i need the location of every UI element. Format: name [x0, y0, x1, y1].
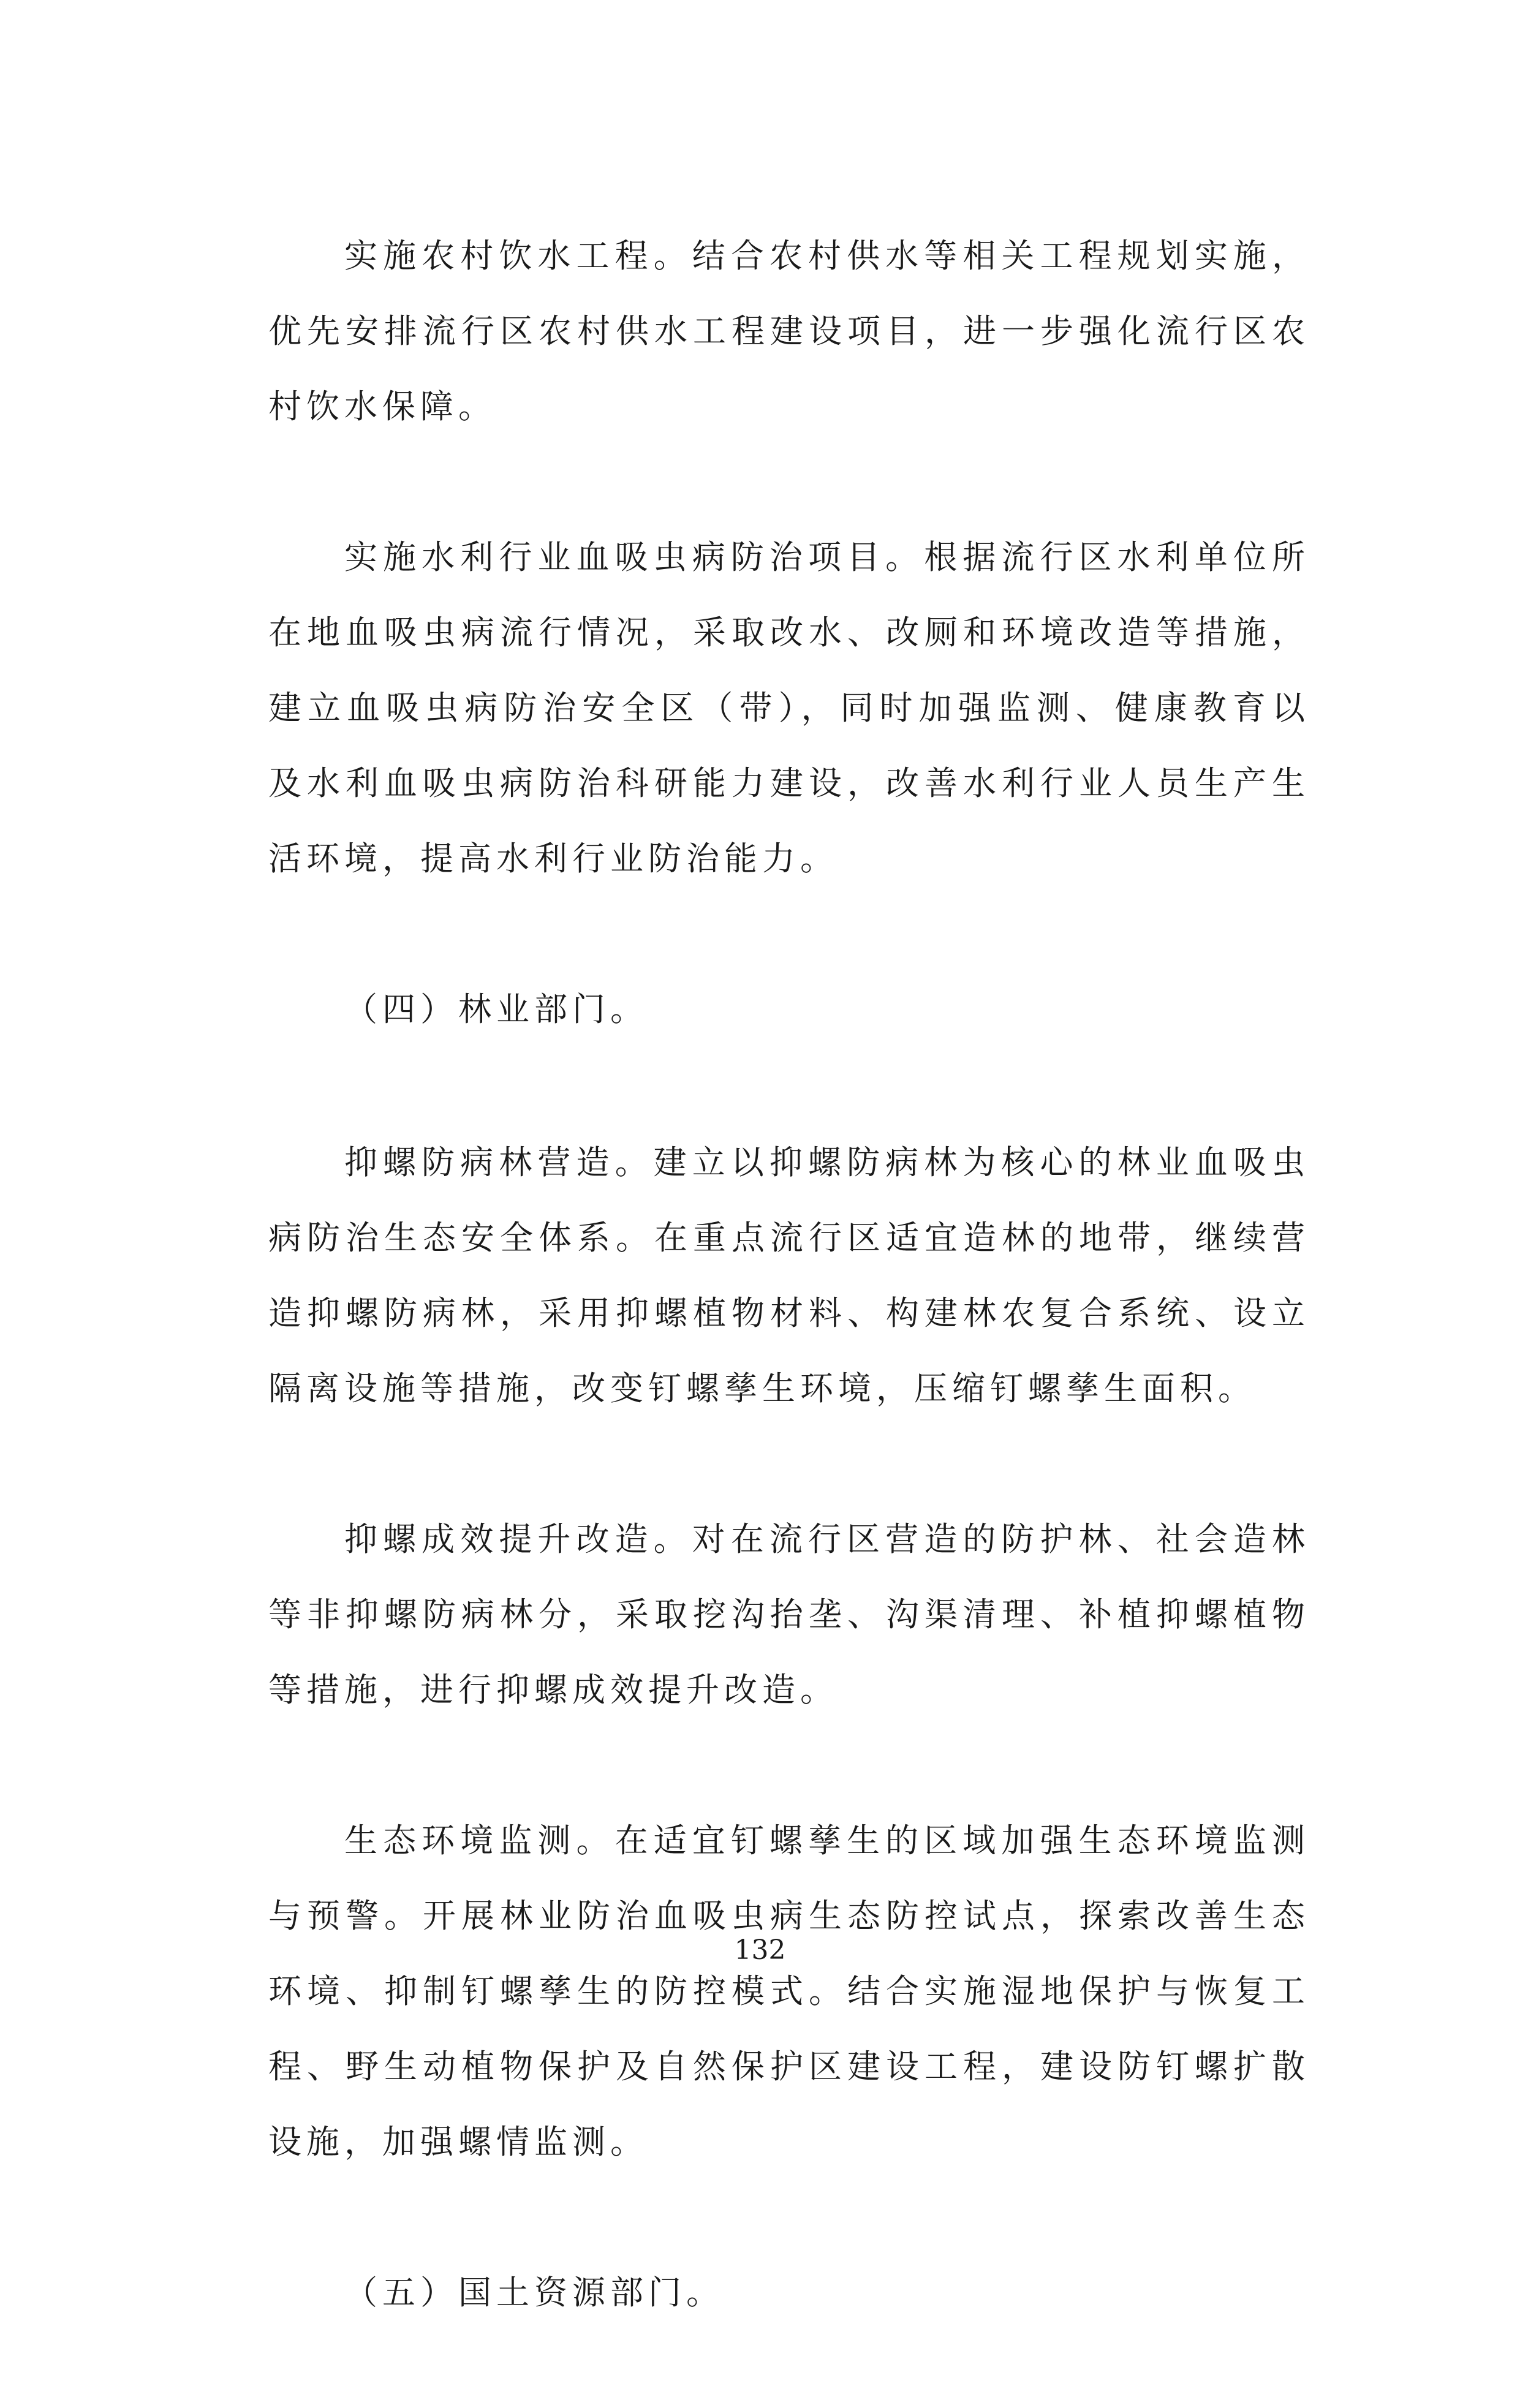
document-body: [268, 218, 1310, 2408]
paragraph-rural-drinking-water: 实施农村饮水工程。结合农村供水等相关工程规划实施，优先安排流行区农村供水工程建设项目，进一步强化流行区农村饮水保障。: [268, 236, 1310, 426]
paragraph-ecological-monitoring: 生态环境监测。在适宜钉螺孳生的区域加强生态环境监测与预警。开展林业防治血吸虫病生态防控试点，探索改善生态环境、抑制钉螺孳生的防控模式。结合实施湿地保护与恢复工程、野生动植物保护及自然保护区建设工程，建设防钉螺扩散设施，加强螺情监测。: [268, 1821, 1310, 2161]
paragraph-snail-control-upgrade: 抑螺成效提升改造。对在流行区营造的防护林、社会造林等非抑螺防病林分，采取挖沟抬垄、沟渠清理、补植抑螺植物等措施，进行抑螺成效提升改造。: [268, 1520, 1310, 1709]
section-heading-land-resources: （五）国土资源部门。: [344, 2273, 724, 2312]
paragraph-snail-control-forest: 抑螺防病林营造。建立以抑螺防病林为核心的林业血吸虫病防治生态安全体系。在重点流行区适宜造林的地带，继续营造抑螺防病林，采用抑螺植物材料、构建林农复合系统、设立隔离设施等措施，改变钉螺孳生环境，压缩钉螺孳生面积。: [268, 1143, 1310, 1408]
paragraph-water-conservancy-schistosomiasis: 实施水利行业血吸虫病防治项目。根据流行区水利单位所在地血吸虫病流行情况，采取改水、改厕和环境改造等措施，建立血吸虫病防治安全区（带），同时加强监测、健康教育以及水利血吸虫病防治科研能力建设，改善水利行业人员生产生活环境，提高水利行业防治能力。: [268, 538, 1310, 878]
section-heading-forestry: （四）林业部门。: [344, 990, 648, 1028]
page-number: 132: [734, 1934, 786, 1966]
